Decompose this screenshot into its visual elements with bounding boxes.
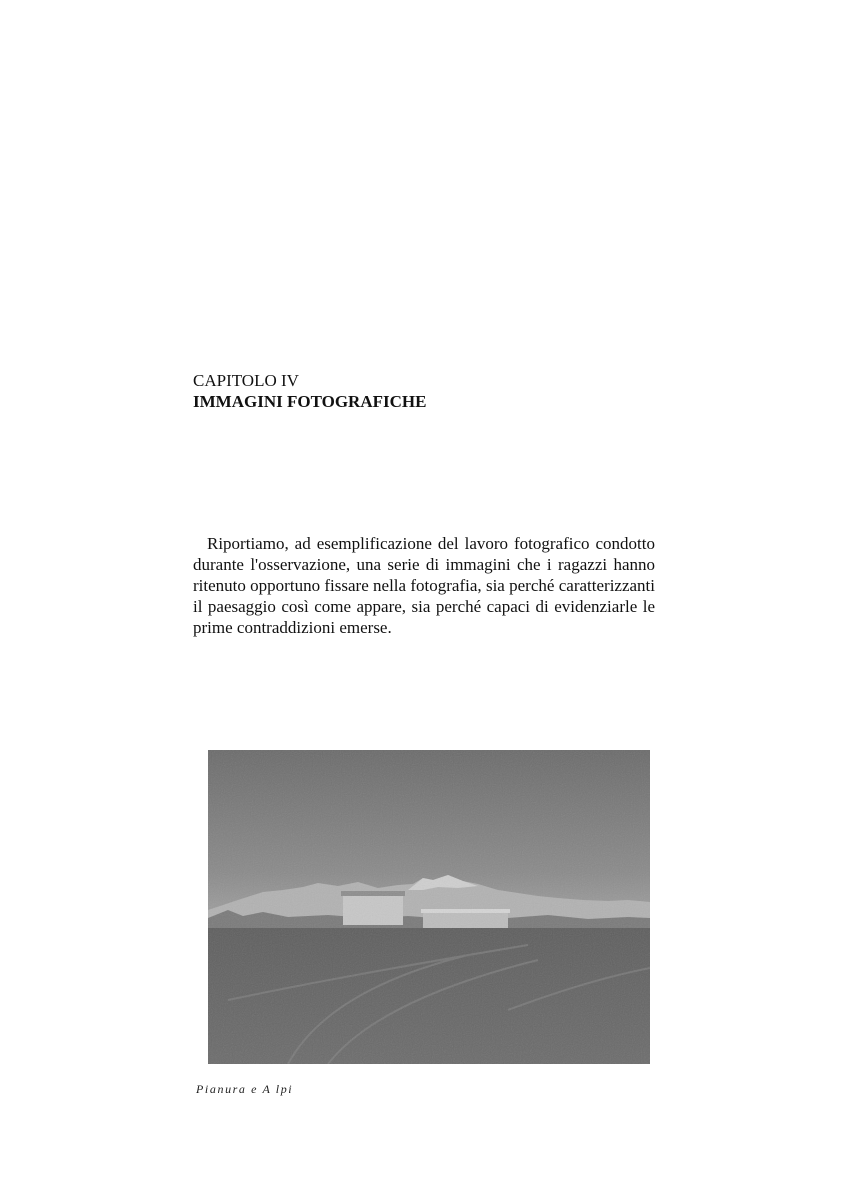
photo-caption: Pianura e A lpi (196, 1082, 294, 1096)
chapter-number: CAPITOLO IV (193, 371, 299, 390)
chapter-heading (193, 370, 426, 412)
landscape-photo (208, 750, 650, 1064)
intro-paragraph: Riportiamo, ad esemplificazione del lavoro fotografico condotto durante l'osservazione, una serie di immagini che i ragazzi hanno ritenuto opportuno fissare nella fotografia, sia perché caratterizzanti il paesaggio così come appare, sia perché capaci di evidenziarle le prime contraddizioni emerse. (193, 534, 655, 637)
landscape-photo-image (208, 750, 650, 1064)
chapter-title: IMMAGINI FOTOGRAFICHE (193, 392, 427, 411)
